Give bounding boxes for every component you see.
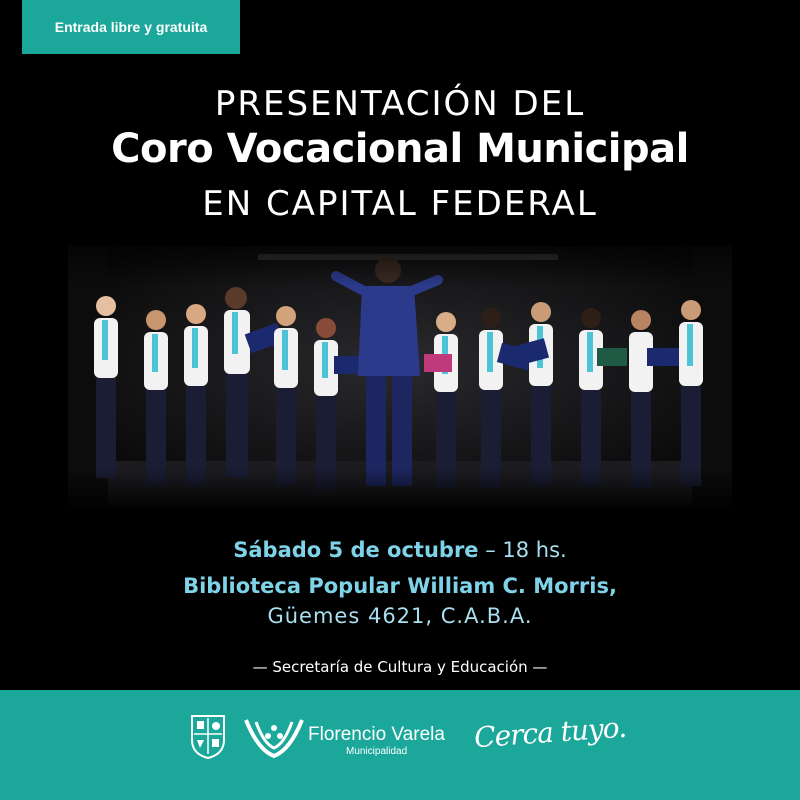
event-address: Güemes 4621, C.A.B.A. xyxy=(267,604,533,628)
brand-name: Florencio Varela xyxy=(308,724,445,745)
event-time: – 18 hs. xyxy=(478,538,567,562)
florencio-varela-logo-icon xyxy=(244,716,304,760)
headline-presentation: PRESENTACIÓN DEL xyxy=(214,84,586,124)
headline-choir-name: Coro Vocacional Municipal xyxy=(111,126,689,172)
brand-subtitle: Municipalidad xyxy=(346,746,408,757)
organizer-line: — Secretaría de Cultura y Educación — xyxy=(252,658,548,676)
event-venue: Biblioteca Popular William C. Morris, xyxy=(183,574,617,598)
choir-photo xyxy=(68,246,732,508)
event-date-time xyxy=(0,538,800,562)
free-entry-badge: Entrada libre y gratuita xyxy=(22,0,240,54)
headline-location: EN CAPITAL FEDERAL xyxy=(202,184,598,224)
slogan: Cerca tuyo. xyxy=(473,710,627,755)
footer-bar xyxy=(0,690,800,800)
event-date: Sábado 5 de octubre xyxy=(233,538,479,562)
coat-of-arms-icon xyxy=(190,714,226,760)
